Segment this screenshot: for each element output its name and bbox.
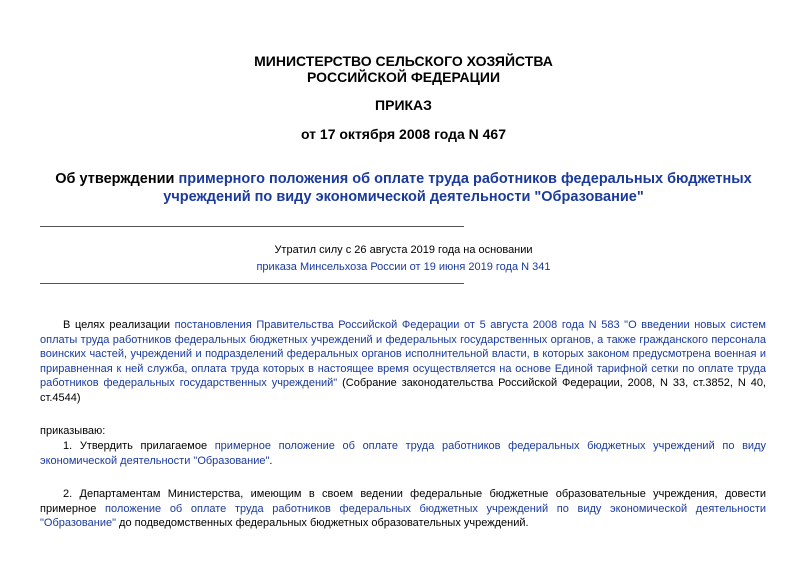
- preamble-paragraph: [40, 318, 766, 406]
- item2-prefix: 2. Департаментам Министерства, имеющим в своем ведении федеральные бюджетные образовательные учреждения, довести примерное: [40, 488, 766, 515]
- repeal-order-link[interactable]: приказа Минсельхоза России от 19 июня 2019 года N 341: [256, 261, 551, 273]
- status-note-link[interactable]: [0, 260, 807, 274]
- ministry-name-line2: РОССИЙСКОЙ ФЕДЕРАЦИИ: [306, 69, 501, 85]
- status-note-line1: Утратил силу с 26 августа 2019 года на основании: [274, 244, 533, 256]
- item2-suffix: до подведомственных федеральных бюджетных образовательных учреждений.: [116, 517, 529, 530]
- order-item-2: [40, 487, 766, 531]
- item2-regulation-link[interactable]: положение об оплате труда работников федеральных бюджетных учреждений по виду экономической деятельности "Образование": [40, 502, 766, 530]
- preamble-suffix: (Собрание законодательства Российской Федерации, 2008, N 33, ст.3852, N 40, ст.4544): [40, 377, 766, 404]
- order-word: приказываю:: [40, 425, 106, 437]
- title-prefix: Об утверждении: [55, 171, 179, 187]
- document-title: [30, 170, 777, 206]
- document-type: ПРИКАЗ: [375, 97, 432, 113]
- item1-regulation-link[interactable]: примерное положение об оплате труда работников федеральных бюджетных учреждений по виду экономической деятельности "Образование": [40, 440, 766, 467]
- document-date-number: от 17 октября 2008 года N 467: [300, 126, 507, 142]
- ministry-name-line1: МИНИСТЕРСТВО СЕЛЬСКОГО ХОЗЯЙСТВА: [254, 53, 553, 69]
- divider-bottom: [40, 283, 464, 284]
- title-link[interactable]: примерного положения об оплате труда работников федеральных бюджетных учреждений по виду экономической деятельности "Образование": [163, 171, 752, 205]
- divider-top: [40, 226, 464, 227]
- preamble-prefix: В целях реализации: [63, 319, 175, 331]
- government-decree-link[interactable]: постановления Правительства Российской Федерации от 5 августа 2008 года N 583 "О введении новых систем оплаты труда работников федеральных бюджетных учреждений и федеральных государственных органов, а также гражданского персонала воинских частей, учреждений и подразделений федеральных органов исполнительной власти, в которых законом предусмотрена военная и приравненная к ней служба, оплата труда которых в настоящее время осуществляется на основе Единой тарифной сетки по оплате труда работников федеральных государственных учреждений": [40, 319, 766, 390]
- item1-prefix: 1. Утвердить прилагаемое: [63, 440, 215, 452]
- item1-suffix: .: [269, 454, 273, 467]
- order-item-1: [40, 439, 766, 468]
